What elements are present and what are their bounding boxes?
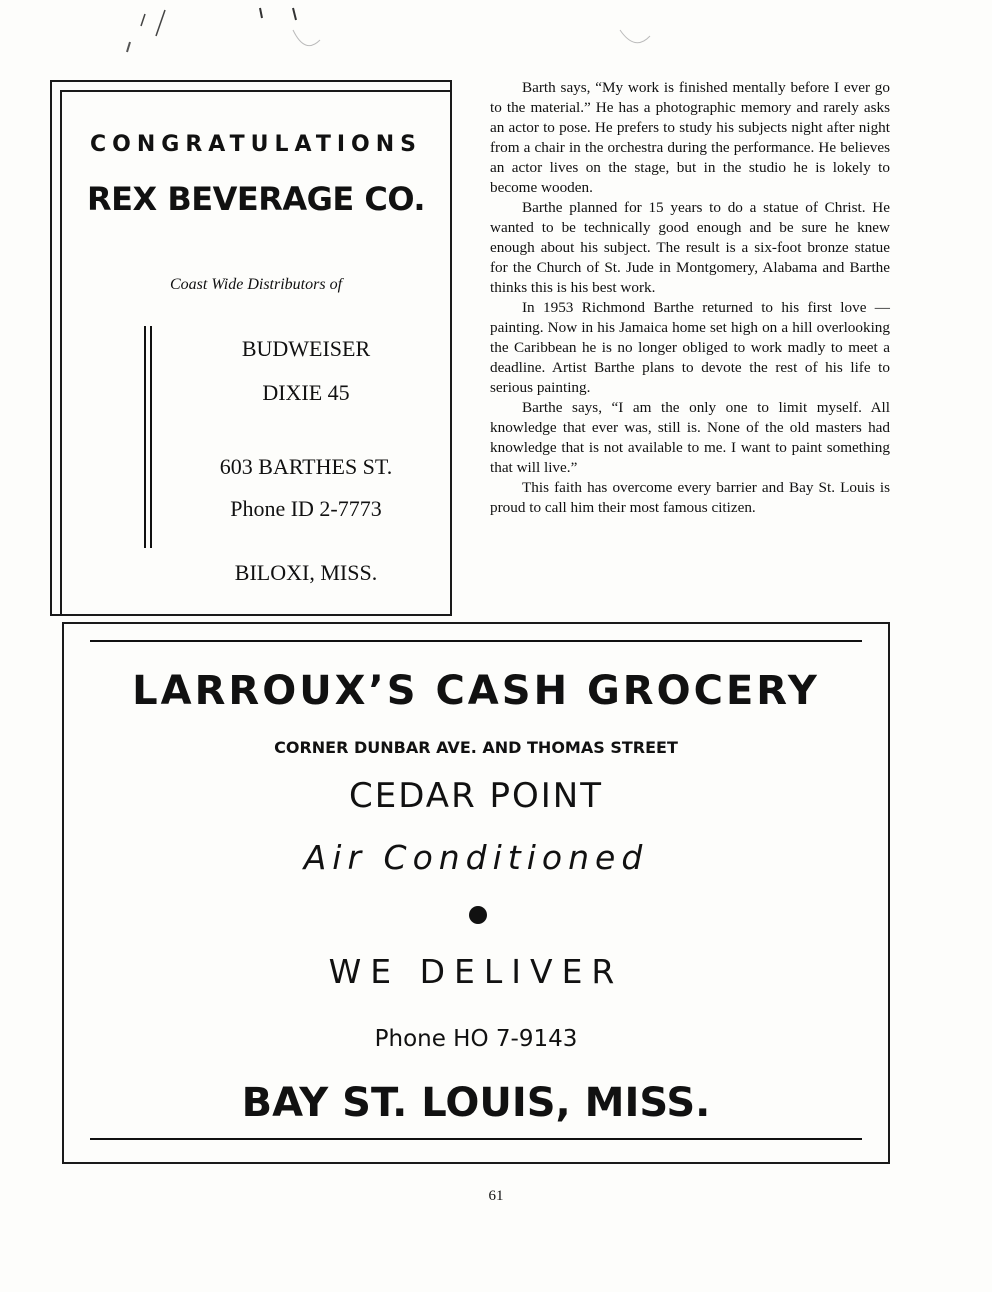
city-state: BILOXI, MISS. <box>234 560 378 585</box>
larroux-grocery-ad <box>62 622 890 1164</box>
phone-number: Phone ID 2-7773 <box>230 496 382 521</box>
article-column <box>490 78 890 518</box>
bullet-dot <box>469 906 487 924</box>
double-rule-divider <box>144 326 152 548</box>
article-paragraph: Barthe says, “I am the only one to limit myself. All knowledge that ever was, still is. None of the old masters had knowledge that is not available to me. I want to paint something that will live.” <box>490 399 890 476</box>
ad-inner-frame <box>60 90 450 614</box>
delivery-note: WE DELIVER <box>328 952 624 991</box>
air-conditioned-tagline: Air Conditioned <box>303 838 649 877</box>
company-name: REX BEVERAGE CO. <box>87 180 425 218</box>
article-paragraph: In 1953 Richmond Barthe returned to his first love — painting. Now in his Jamaica home set high on a hill overlooking the Caribbean he is no longer obliged to work madly to meet a deadline. Artist Barthe plans to devote the rest of his life to serious painting. <box>490 299 890 396</box>
store-phone: Phone HO 7-9143 <box>374 1026 578 1052</box>
scan-pen-marks <box>110 0 670 80</box>
store-name: LARROUX’S CASH GROCERY <box>132 668 820 714</box>
product-dixie: DIXIE 45 <box>262 380 350 405</box>
street-address: 603 BARTHES ST. <box>219 454 393 479</box>
store-location: CEDAR POINT <box>349 776 603 816</box>
rex-beverage-ad <box>50 80 452 616</box>
article-paragraph: Barthe planned for 15 years to do a statue of Christ. He wanted to be technically good enough and be sure he knew enough about his subject. The result is a six-foot bronze statue for the Church of St. Jude in Montgomery, Alabama and Barthe thinks this is his best work. <box>490 199 890 296</box>
article-paragraph: Barth says, “My work is finished mentally before I ever go to the material.” He has a photographic memory and rarely asks an actor to pose. He prefers to study his subjects night after night from a chair in the orchestra during the performance. He believes an actor lives on the stage, but in the studio he is lokely to become wooden. <box>490 79 890 196</box>
store-city: BAY ST. LOUIS, MISS. <box>241 1080 711 1126</box>
product-budweiser: BUDWEISER <box>241 336 371 361</box>
top-rule <box>90 640 862 642</box>
article-paragraph: This faith has overcome every barrier and Bay St. Louis is proud to call him their most famous citizen. <box>490 479 890 516</box>
bottom-rule <box>90 1138 862 1140</box>
congratulations-heading: CONGRATULATIONS <box>90 132 422 157</box>
page-number: 61 <box>488 1188 504 1204</box>
store-address: CORNER DUNBAR AVE. AND THOMAS STREET <box>274 738 678 757</box>
distributor-tagline: Coast Wide Distributors of <box>169 276 343 293</box>
